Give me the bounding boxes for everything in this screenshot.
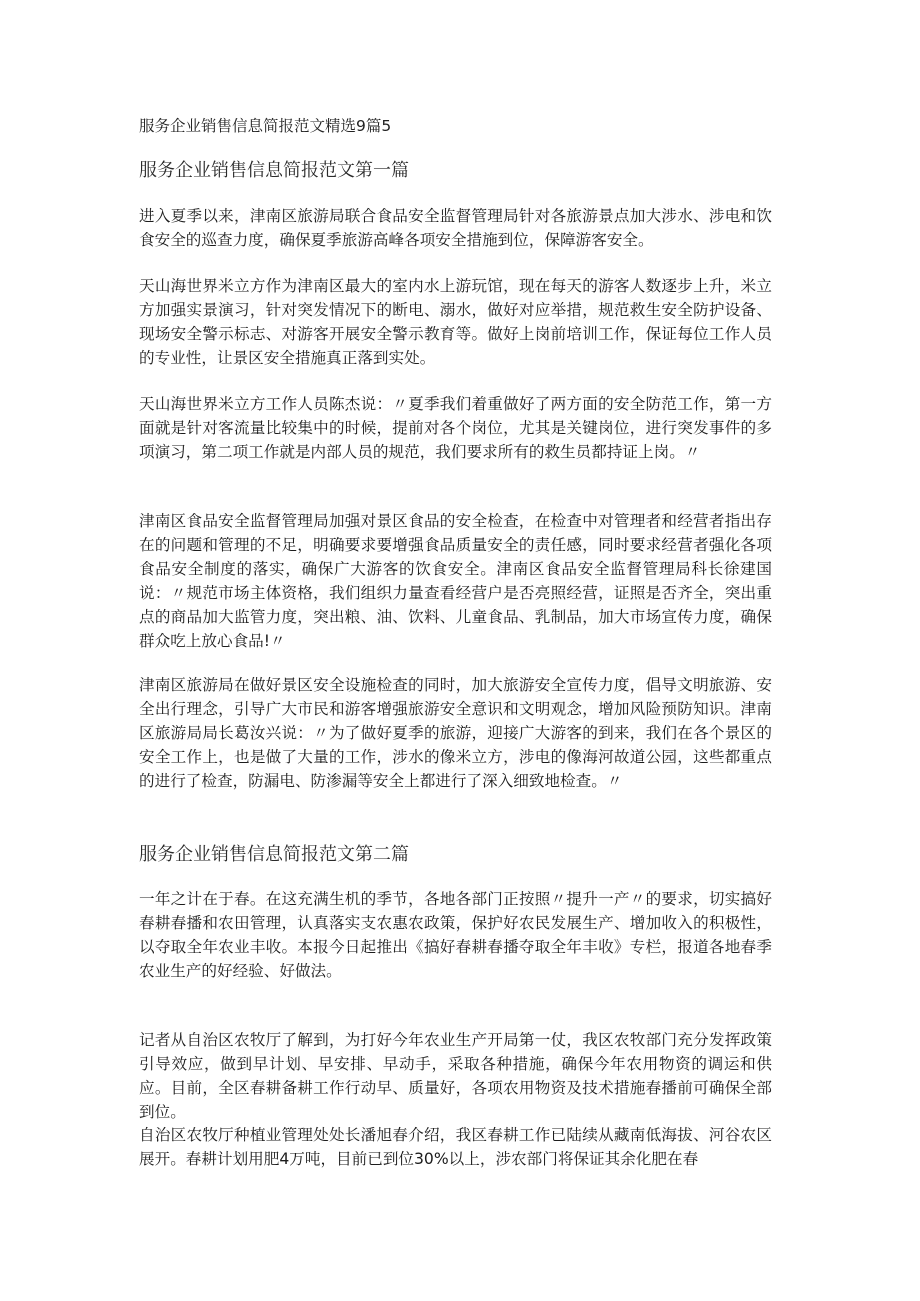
section-2-heading: 服务企业销售信息简报范文第二篇	[139, 844, 409, 865]
section-2-paragraph-1: 一年之计在于春。在这充满生机的季节，各地各部门正按照〃提升一产〃的要求，切实搞好春耕春播和农田管理，认真落实支农惠农政策，保护好农民发展生产、增加收入的积极性，以夺取全年农业丰收。本报今日起推出《搞好春耕春播夺取全年丰收》专栏，报道各地春季农业生产的好经验、好做法。	[139, 890, 772, 980]
section-1-heading: 服务企业销售信息简报范文第一篇	[139, 160, 409, 181]
section-2-paragraph-3: 自治区农牧厅种植业管理处处长潘旭春介绍，我区春耕工作已陆续从藏南低海拔、河谷农区展开。春耕计划用肥4万吨，目前已到位30%以上，涉农部门将保证其余化肥在春	[139, 1126, 772, 1168]
section-1-paragraph-2: 天山海世界米立方作为津南区最大的室内水上游玩馆，现在每天的游客人数逐步上升，米立方加强实景演习，针对突发情况下的断电、溺水，做好对应举措，规范救生安全防护设备、现场安全警示标志、对游客开展安全警示教育等。做好上岗前培训工作，保证每位工作人员的专业性，让景区安全措施真正落到实处。	[139, 277, 772, 367]
section-1-paragraph-4: 津南区食品安全监督管理局加强对景区食品的安全检查，在检查中对管理者和经营者指出存在的问题和管理的不足，明确要求要增强食品质量安全的责任感，同时要求经营者强化各项食品安全制度的落实，确保广大游客的饮食安全。津南区食品安全监督管理局科长徐建国说：〃规范市场主体资格，我们组织力量查看经营户是否亮照经营，证照是否齐全，突出重点的商品加大监管力度，突出粮、油、饮料、儿童食品、乳制品，加大市场宣传力度，确保群众吃上放心食品!〃	[139, 512, 772, 650]
section-1-paragraph-3: 天山海世界米立方工作人员陈杰说：〃夏季我们着重做好了两方面的安全防范工作，第一方面就是针对客流量比较集中的时候，提前对各个岗位，尤其是关键岗位，进行突发事件的多项演习，第二项工作就是内部人员的规范，我们要求所有的救生员都持证上岗。〃	[139, 395, 772, 461]
section-1-paragraph-1: 进入夏季以来，津南区旅游局联合食品安全监督管理局针对各旅游景点加大涉水、涉电和饮食安全的巡查力度，确保夏季旅游高峰各项安全措施到位，保障游客安全。	[139, 207, 772, 249]
document-title: 服务企业销售信息简报范文精选9篇5	[139, 117, 392, 135]
section-2-paragraph-2: 记者从自治区农牧厅了解到，为打好今年农业生产开局第一仗，我区农牧部门充分发挥政策引导效应，做到早计划、早安排、早动手，采取各种措施，确保今年农用物资的调运和供应。目前，全区春耕备耕工作行动早、质量好，各项农用物资及技术措施春播前可确保全部到位。	[139, 1031, 772, 1121]
section-1-paragraph-5: 津南区旅游局在做好景区安全设施检查的同时，加大旅游安全宣传力度，倡导文明旅游、安全出行理念，引导广大市民和游客增强旅游安全意识和文明观念，增加风险预防知识。津南区旅游局局长葛汝兴说：〃为了做好夏季的旅游，迎接广大游客的到来，我们在各个景区的安全工作上，也是做了大量的工作，涉水的像米立方，涉电的像海河故道公园，这些都重点的进行了检查，防漏电、防渗漏等安全上都进行了深入细致地检查。〃	[139, 676, 772, 790]
